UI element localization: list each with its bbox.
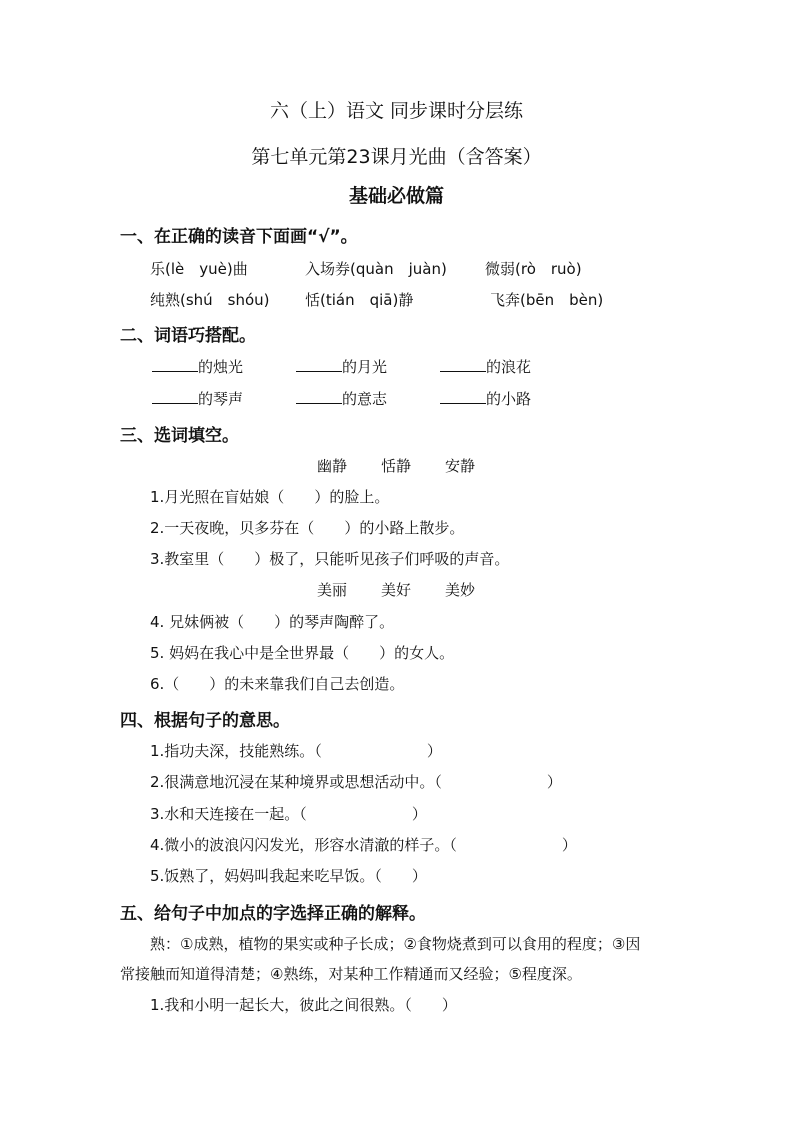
q2-item-text: 的小路 xyxy=(486,390,532,408)
q1-item: 乐(lè yuè)曲 xyxy=(150,260,248,278)
q5-item: 1.我和小明一起长大，彼此之间很熟。（ ） xyxy=(150,996,457,1014)
q2-heading: 二、词语巧搭配。 xyxy=(120,326,256,346)
answer-blank[interactable] xyxy=(152,357,198,372)
answer-blank[interactable] xyxy=(296,389,342,404)
q2-item xyxy=(152,388,243,409)
answer-blank[interactable] xyxy=(152,389,198,404)
q1-heading: 一、在正确的读音下面画“√”。 xyxy=(120,227,358,247)
q2-item-text: 的月光 xyxy=(342,358,388,376)
q5-heading: 五、给句子中加点的字选择正确的解释。 xyxy=(120,904,426,924)
q4-item: 4.微小的波浪闪闪发光，形容水清澈的样子。（ ） xyxy=(150,836,577,854)
word-option: 恬静 xyxy=(381,457,412,475)
q2-item xyxy=(440,388,531,409)
q3-item: 2.一天夜晚，贝多芬在（ ）的小路上散步。 xyxy=(150,519,465,537)
word-option: 安静 xyxy=(445,457,476,475)
answer-blank[interactable] xyxy=(296,357,342,372)
q4-item: 5.饭熟了，妈妈叫我起来吃早饭。（ ） xyxy=(150,867,427,885)
q2-item xyxy=(296,356,387,377)
word-option: 美妙 xyxy=(445,581,476,599)
q3-item: 1.月光照在盲姑娘（ ）的脸上。 xyxy=(150,488,390,506)
word-option: 美好 xyxy=(381,581,412,599)
q3-item: 5. 妈妈在我心中是全世界最（ ）的女人。 xyxy=(150,644,455,662)
q2-item-text: 的琴声 xyxy=(198,390,244,408)
definition-line: 熟：①成熟，植物的果实或种子长成；②食物烧煮到可以食用的程度；③因 xyxy=(150,935,641,953)
lesson-subtitle: 第七单元第23课月光曲（含答案） xyxy=(251,146,542,168)
word-option: 美丽 xyxy=(317,581,348,599)
q3-item: 3.教室里（ ）极了，只能听见孩子们呼吸的声音。 xyxy=(150,550,510,568)
answer-blank[interactable] xyxy=(440,389,486,404)
q4-heading: 四、根据句子的意思。 xyxy=(120,711,290,731)
section-level: 基础必做篇 xyxy=(348,185,444,207)
q1-item: 纯熟(shú shóu) xyxy=(150,291,270,309)
word-option: 幽静 xyxy=(317,457,348,475)
document-title: 六（上）语文 同步课时分层练 xyxy=(269,100,524,122)
q3-item: 6.（ ）的未来靠我们自己去创造。 xyxy=(150,675,405,693)
q2-item xyxy=(152,356,243,377)
q1-item: 恬(tián qiā)静 xyxy=(305,291,414,309)
q2-item xyxy=(440,356,531,377)
q4-item: 1.指功夫深，技能熟练。（ ） xyxy=(150,742,442,760)
answer-blank[interactable] xyxy=(440,357,486,372)
q4-item: 2.很满意地沉浸在某种境界或思想活动中。（ ） xyxy=(150,773,562,791)
q2-item-text: 的意志 xyxy=(342,390,388,408)
q2-item-text: 的浪花 xyxy=(486,358,532,376)
q3-item: 4. 兄妹俩被（ ）的琴声陶醉了。 xyxy=(150,613,395,631)
q3-heading: 三、选词填空。 xyxy=(120,426,239,446)
q1-item: 飞奔(bēn bèn) xyxy=(490,291,604,309)
q1-item: 微弱(rò ruò) xyxy=(485,260,582,278)
q1-item: 入场券(quàn juàn) xyxy=(305,260,447,278)
q4-item: 3.水和天连接在一起。（ ） xyxy=(150,805,427,823)
q2-item-text: 的烛光 xyxy=(198,358,244,376)
definition-line: 常接触而知道得清楚；④熟练，对某种工作精通而又经验；⑤程度深。 xyxy=(120,965,582,983)
q2-item xyxy=(296,388,387,409)
